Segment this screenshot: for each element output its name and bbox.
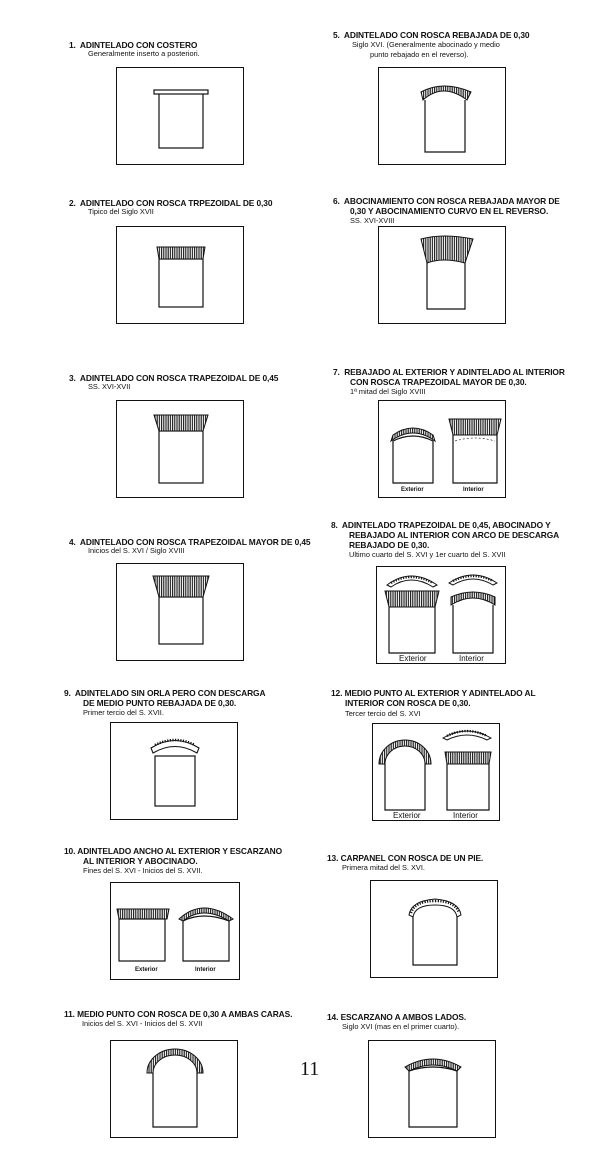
entry-9-subtitle: Primer tercio del S. XVII. [83,708,164,717]
entry-9-title-line2: DE MEDIO PUNTO REBAJADA DE 0,30. [83,698,237,708]
figure-12-window [372,723,500,821]
entry-1-subtitle: Generalmente inserto a posteriori. [88,49,200,58]
figure-11-window [110,1040,238,1138]
figure-10-window [110,882,240,980]
window-diagram-icon [117,401,245,499]
figure-13-window [370,880,498,978]
entry-2-title: 2. ADINTELADO CON ROSCA TRPEZOIDAL DE 0,30 [69,198,273,208]
window-diagram-icon [117,68,245,166]
figure-5-window [378,67,506,165]
interior-label: Interior [463,487,484,493]
entry-2-subtitle: Tipico del Siglo XVII [88,207,154,216]
entry-4-title: 4. ADINTELADO CON ROSCA TRAPEZOIDAL MAYOR DE 0,45 [69,537,311,547]
figure-7-window [378,400,506,498]
exterior-label: Exterior [135,967,158,973]
entry-11-subtitle: Inicios del S. XVI - Inicios del S. XVII [82,1019,203,1028]
entry-3-subtitle: SS. XVI-XVII [88,382,131,391]
window-diagram-icon [377,567,507,665]
figure-1-window [116,67,244,165]
figure-4-window [116,563,244,661]
entry-5-subtitle: Siglo XVI. (Generalmente abocinado y medio [352,40,500,49]
figure-2-window [116,226,244,324]
exterior-label: Exterior [401,487,424,493]
exterior-label: Exterior [393,811,421,820]
figure-14-window [368,1040,496,1138]
entry-12-subtitle: Tercer tercio del S. XVI [345,709,421,718]
entry-7-title-line2: CON ROSCA TRAPEZOIDAL MAYOR DE 0,30. [350,377,527,387]
window-diagram-icon [379,401,507,499]
entry-14-subtitle: Siglo XVI (mas en el primer cuarto). [342,1022,460,1031]
entry-4-subtitle: Inicios del S. XVI / Siglo XVIII [88,546,185,555]
entry-5-subtitle-line2: punto rebajado en el reverso). [370,50,469,59]
entry-11-title: 11. MEDIO PUNTO CON ROSCA DE 0,30 A AMBAS CARAS. [64,1009,293,1019]
entry-10-subtitle: Fines del S. XVI - Inicios del S. XVII. [83,866,203,875]
entry-8-title-line2: REBAJADO AL INTERIOR CON ARCO DE DESCARGA [349,530,560,540]
window-diagram-icon [111,1041,239,1139]
entry-8-title-line3: REBAJADO DE 0,30. [349,540,430,550]
figure-3-window [116,400,244,498]
entry-7-title: 7. REBAJADO AL EXTERIOR Y ADINTELADO AL INTERIOR [333,367,565,377]
interior-label: Interior [195,967,216,973]
entry-12-title-line2: INTERIOR CON ROSCA DE 0,30. [345,698,471,708]
entry-8-subtitle: Ultimo cuarto del S. XVI y 1er cuarto del S. XVII [349,550,506,559]
entry-13-subtitle: Primera mitad del S. XVI. [342,863,425,872]
window-diagram-icon [379,68,507,166]
window-diagram-icon [111,723,239,821]
interior-label: Interior [459,654,484,663]
window-diagram-icon [117,564,245,662]
figure-8-window [376,566,506,664]
entry-8-title: 8. ADINTELADO TRAPEZOIDAL DE 0,45, ABOCINADO Y [331,520,551,530]
entry-1-title: 1. ADINTELADO CON COSTERO [69,40,198,50]
entry-10-title-line2: AL INTERIOR Y ABOCINADO. [83,856,198,866]
entry-12-title: 12. MEDIO PUNTO AL EXTERIOR Y ADINTELADO AL [331,688,536,698]
window-diagram-icon [373,724,501,822]
entry-6-title: 6. ABOCINAMIENTO CON ROSCA REBAJADA MAYOR DE [333,196,560,206]
entry-14-title: 14. ESCARZANO A AMBOS LADOS. [327,1012,467,1022]
page-number: 11 [300,1058,320,1080]
entry-5-title: 5. ADINTELADO CON ROSCA REBAJADA DE 0,30 [333,30,530,40]
window-diagram-icon [369,1041,497,1139]
window-diagram-icon [117,227,245,325]
entry-10-title: 10. ADINTELADO ANCHO AL EXTERIOR Y ESCARZANO [64,846,283,856]
window-diagram-icon [111,883,241,981]
entry-9-title: 9. ADINTELADO SIN ORLA PERO CON DESCARGA [64,688,266,698]
figure-9-window [110,722,238,820]
exterior-label: Exterior [399,654,427,663]
interior-label: Interior [453,811,478,820]
entry-3-title: 3. ADINTELADO CON ROSCA TRAPEZOIDAL DE 0,45 [69,373,279,383]
window-diagram-icon [379,227,507,325]
window-diagram-icon [371,881,499,979]
entry-6-title-line2: 0,30 Y ABOCINAMIENTO CURVO EN EL REVERSO. [350,206,549,216]
entry-6-subtitle: SS. XVI-XVIII [350,216,395,225]
entry-13-title: 13. CARPANEL CON ROSCA DE UN PIE. [327,853,484,863]
entry-7-subtitle: 1ª mitad del Siglo XVIII [350,387,426,396]
figure-6-window [378,226,506,324]
